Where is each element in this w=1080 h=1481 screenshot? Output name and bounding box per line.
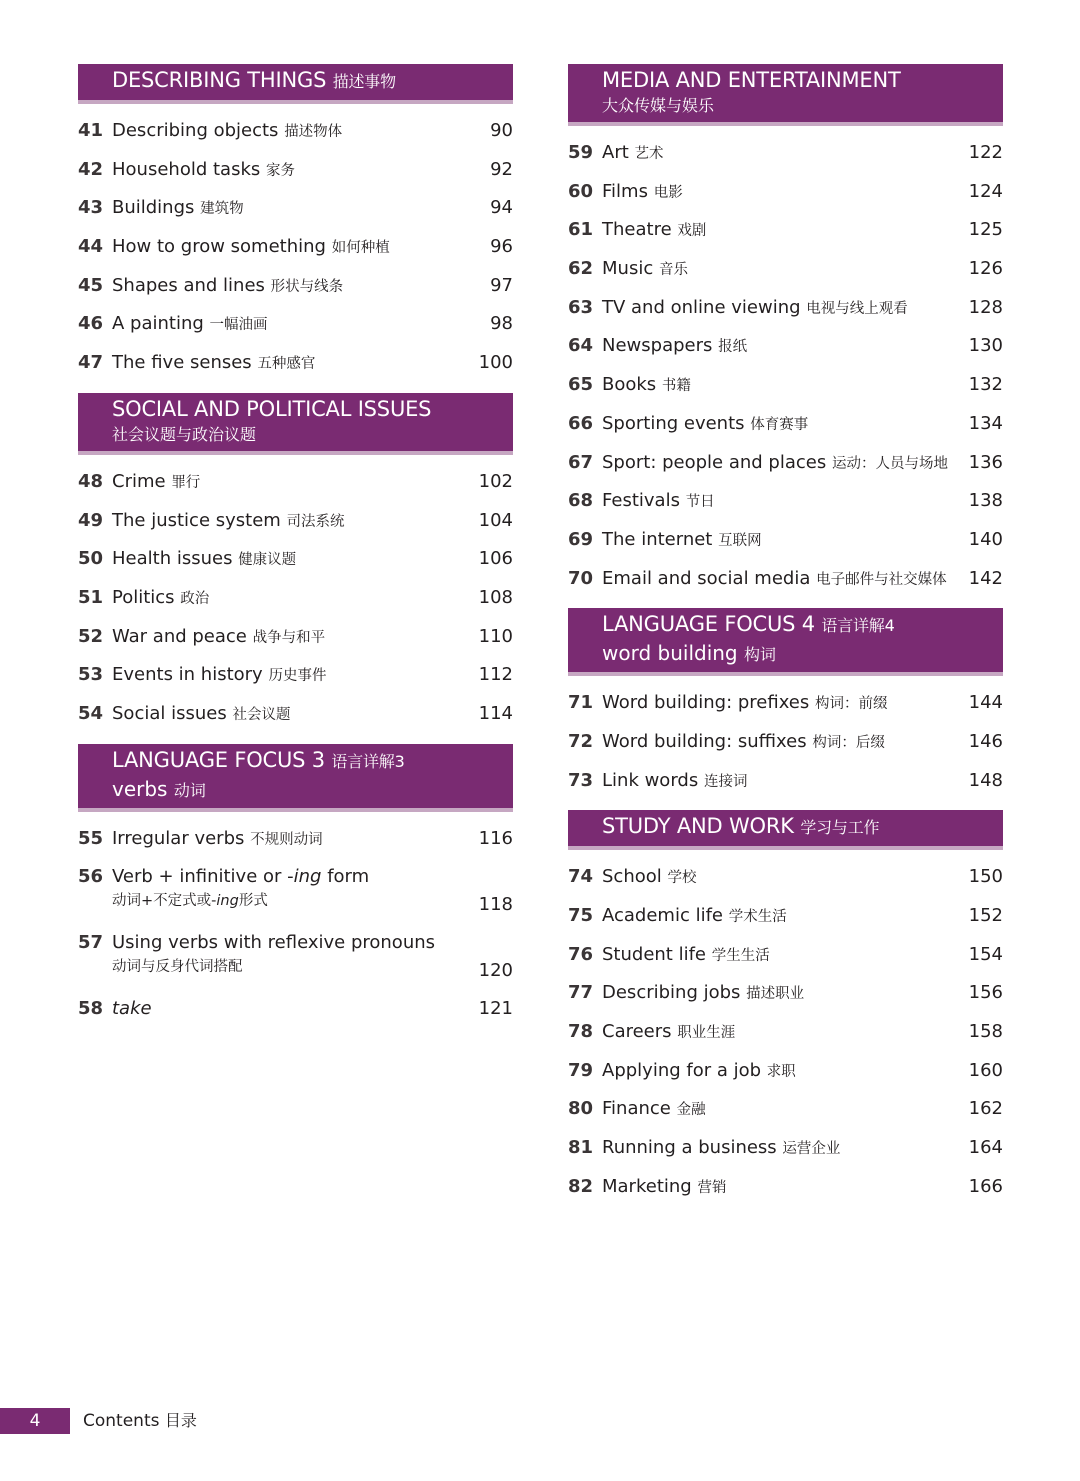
toc-entry[interactable]: [568, 366, 1003, 405]
toc-entry[interactable]: [568, 250, 1003, 289]
unit-title: Theatre: [602, 219, 672, 241]
unit-title: Art: [602, 142, 629, 163]
unit-number: 52: [78, 625, 104, 647]
section-entries: [78, 812, 513, 1039]
unit-title-cn: 报纸: [718, 339, 748, 356]
section-title-cn: 描述事物: [332, 72, 396, 91]
toc-entry[interactable]: [78, 344, 513, 383]
page-number: 166: [968, 1175, 1003, 1197]
toc-entry[interactable]: [568, 1129, 1003, 1168]
footer-label: [83, 1408, 197, 1434]
unit-title-cn: 构词：前缀: [815, 696, 888, 713]
unit-title: Health issues: [112, 548, 233, 570]
unit-title: Festivals: [602, 490, 680, 512]
toc-entry[interactable]: [78, 858, 513, 924]
unit-number: 67: [568, 451, 594, 473]
unit-title-cn: 社会议题: [232, 706, 291, 723]
unit-title-cn: 戏剧: [677, 223, 707, 240]
section-title-cn: 大众传媒与娱乐: [602, 96, 715, 115]
unit-title-cn: 描述职业: [746, 986, 805, 1003]
section-entries: [568, 676, 1003, 810]
page-number: 102: [478, 470, 513, 492]
unit-number: 51: [78, 586, 104, 608]
unit-title-cn: 求职: [766, 1063, 796, 1080]
page-number: 126: [968, 258, 1003, 280]
unit-number: 49: [78, 509, 104, 531]
page-number: 110: [478, 625, 513, 647]
unit-title-cn: 互联网: [718, 532, 762, 549]
unit-number: 63: [568, 296, 594, 318]
unit-title-cn: 描述物体: [284, 124, 343, 140]
toc-entry[interactable]: [568, 521, 1003, 560]
unit-title-cn: 学校: [667, 870, 697, 887]
unit-title-cn: 营销: [697, 1179, 727, 1196]
unit-title: School: [602, 866, 662, 888]
unit-number: 44: [78, 236, 104, 258]
unit-title: Crime: [112, 470, 166, 492]
unit-number: 41: [78, 120, 104, 141]
section-title-cn: 学习与工作: [800, 818, 880, 838]
unit-number: 74: [568, 866, 594, 888]
page-number: 154: [968, 943, 1003, 965]
unit-title-cn: 五种感官: [257, 356, 316, 373]
section-header-describing-things: [78, 64, 513, 104]
toc-entry[interactable]: [568, 211, 1003, 250]
unit-number: 55: [78, 827, 104, 849]
unit-title: Sporting events: [602, 412, 745, 434]
unit-title-cn: 动词与反身代词搭配: [112, 959, 243, 976]
page-number: 160: [968, 1059, 1003, 1081]
toc-entry[interactable]: [568, 1052, 1003, 1091]
page-number: 104: [478, 509, 513, 531]
page-number: 150: [968, 866, 1003, 888]
unit-number: 69: [568, 528, 594, 550]
unit-title: Books: [602, 374, 657, 396]
unit-title-cn: 学生生活: [711, 947, 770, 964]
toc-entry[interactable]: [78, 540, 513, 579]
unit-number: 68: [568, 490, 594, 512]
toc-entry[interactable]: [568, 1168, 1003, 1207]
page-number: 152: [968, 905, 1003, 926]
unit-title: Marketing: [602, 1175, 692, 1197]
unit-title: The justice system: [112, 509, 281, 531]
section-title: SOCIAL AND POLITICAL ISSUES: [112, 396, 432, 421]
unit-title-cn: 政治: [180, 590, 210, 607]
page-number: 112: [478, 664, 513, 686]
page-number: 90: [490, 120, 513, 141]
unit-number: 71: [568, 692, 594, 714]
page-number: 158: [968, 1021, 1003, 1043]
footer-page-number: 4: [0, 1408, 70, 1434]
toc-left-column: [78, 64, 513, 1039]
unit-title: Running a business: [602, 1137, 777, 1159]
section-header-social-political-issues: [78, 393, 513, 455]
unit-title: Social issues: [112, 702, 227, 724]
toc-entry[interactable]: [568, 134, 1003, 173]
toc-right-column: [568, 64, 1003, 1217]
unit-title: Household tasks: [112, 158, 261, 180]
unit-title: Word building: suffixes: [602, 730, 807, 752]
toc-entry[interactable]: [78, 990, 513, 1029]
page-number: 114: [478, 702, 513, 724]
toc-entry[interactable]: [568, 173, 1003, 212]
toc-entry[interactable]: [568, 723, 1003, 762]
toc-entry[interactable]: [568, 762, 1003, 801]
page-number: 162: [968, 1098, 1003, 1120]
unit-title: Films: [602, 180, 648, 202]
toc-entry[interactable]: [78, 463, 513, 502]
unit-number: 43: [78, 197, 104, 219]
toc-entry[interactable]: [78, 695, 513, 734]
page-number: 116: [478, 827, 513, 849]
unit-number: 47: [78, 352, 104, 374]
page-number: 120: [478, 960, 513, 982]
page-number: 100: [478, 352, 513, 374]
unit-number: 56: [78, 866, 104, 888]
page-number: 92: [490, 158, 513, 180]
unit-title: Careers: [602, 1021, 672, 1043]
unit-number: 65: [568, 374, 594, 396]
page-number: 164: [968, 1137, 1003, 1159]
unit-title: Academic life: [602, 905, 723, 926]
unit-title: Finance: [602, 1098, 671, 1120]
toc-entry[interactable]: [78, 305, 513, 344]
unit-title: Applying for a job: [602, 1059, 762, 1081]
toc-entry[interactable]: [78, 656, 513, 695]
unit-number: 78: [568, 1021, 594, 1043]
page-number: 138: [968, 490, 1003, 512]
section-title-cn: 语言详解4: [821, 616, 895, 636]
unit-number: 54: [78, 702, 104, 724]
unit-title: Email and social media: [602, 567, 811, 589]
unit-number: 80: [568, 1098, 594, 1120]
page-number: 128: [968, 296, 1003, 318]
toc-entry[interactable]: [78, 189, 513, 228]
section-entries: [568, 126, 1003, 608]
unit-title-cn: 电影: [653, 184, 683, 201]
page-number: 96: [490, 236, 513, 258]
toc-entry[interactable]: [78, 502, 513, 541]
unit-number: 81: [568, 1137, 594, 1159]
toc-entry[interactable]: [78, 151, 513, 190]
unit-title: Sport: people and places: [602, 451, 827, 473]
toc-entry[interactable]: [568, 974, 1003, 1013]
page-number: 124: [968, 180, 1003, 202]
section-title-cn: 语言详解3: [331, 751, 405, 771]
unit-title: Describing objects: [112, 120, 279, 141]
section-entries: [78, 455, 513, 744]
unit-title-cn: 历史事件: [268, 668, 327, 685]
unit-title: The five senses: [112, 352, 252, 374]
toc-entry[interactable]: [78, 618, 513, 657]
unit-title-cn: 节日: [685, 494, 715, 511]
unit-title: take: [112, 998, 152, 1020]
page-number: 98: [490, 313, 513, 335]
page-number: 106: [478, 548, 513, 570]
section-title: DESCRIBING THINGS: [112, 68, 327, 92]
unit-title-cn: 电子邮件与社交媒体: [816, 571, 947, 588]
toc-entry[interactable]: [78, 579, 513, 618]
page-number: 146: [968, 730, 1003, 752]
unit-number: 70: [568, 567, 594, 589]
unit-number: 62: [568, 258, 594, 280]
unit-number: 77: [568, 982, 594, 1004]
unit-title-cn: 电视与线上观看: [806, 300, 908, 317]
unit-number: 57: [78, 932, 104, 954]
toc-entry[interactable]: [568, 482, 1003, 521]
section-subtitle: verbs: [112, 776, 168, 801]
unit-title-cn: 健康议题: [238, 552, 297, 569]
unit-title: Politics: [112, 586, 175, 608]
page-number: 132: [968, 374, 1003, 396]
unit-number: 73: [568, 769, 594, 791]
unit-number: 64: [568, 335, 594, 357]
toc-entry[interactable]: [568, 560, 1003, 599]
unit-title: TV and online viewing: [602, 296, 801, 318]
section-title: LANGUAGE FOCUS 3: [112, 747, 325, 772]
toc-entry[interactable]: [568, 327, 1003, 366]
page-number: 148: [968, 769, 1003, 791]
unit-number: 66: [568, 412, 594, 434]
unit-title: Irregular verbs: [112, 827, 245, 849]
unit-number: 50: [78, 548, 104, 570]
unit-title: Music: [602, 258, 654, 280]
section-subtitle-cn: 动词: [173, 780, 206, 800]
unit-title: Shapes and lines: [112, 274, 265, 296]
unit-title-cn: 学术生活: [728, 909, 787, 925]
unit-title: How to grow something: [112, 236, 326, 258]
footer-label-en: Contents: [83, 1411, 160, 1431]
unit-title: Word building: prefixes: [602, 692, 810, 714]
unit-number: 45: [78, 274, 104, 296]
section-subtitle-cn: 构词: [743, 645, 776, 665]
unit-title: War and peace: [112, 625, 247, 647]
toc-entry[interactable]: [568, 444, 1003, 483]
unit-number: 60: [568, 180, 594, 202]
page-number: 144: [968, 692, 1003, 714]
unit-title-cn: 战争与和平: [252, 629, 326, 646]
toc-entry[interactable]: [568, 1013, 1003, 1052]
page-number: 134: [968, 412, 1003, 434]
unit-title-cn: 罪行: [171, 474, 201, 491]
unit-title-cn: 职业生涯: [677, 1025, 736, 1042]
toc-entry[interactable]: [568, 684, 1003, 723]
page-number: 94: [490, 197, 513, 219]
page-number: 118: [478, 894, 513, 916]
section-title: LANGUAGE FOCUS 4: [602, 612, 815, 637]
unit-title: Link words: [602, 769, 699, 791]
page-number: 121: [478, 998, 513, 1020]
toc-entry[interactable]: [568, 936, 1003, 975]
toc-entry[interactable]: [78, 820, 513, 859]
unit-number: 48: [78, 470, 104, 492]
unit-title-cn: 如何种植: [331, 240, 390, 257]
unit-title-cn: 艺术: [634, 146, 664, 162]
unit-title-cn: 书籍: [661, 378, 691, 395]
unit-title-cn: 一幅油画: [209, 317, 268, 334]
page-number: 136: [968, 451, 1003, 473]
toc-entry[interactable]: [78, 924, 513, 990]
footer-label-cn: 目录: [164, 1411, 197, 1430]
unit-number: 75: [568, 905, 594, 926]
toc-entry[interactable]: [568, 897, 1003, 936]
unit-number: 79: [568, 1059, 594, 1081]
unit-title: Using verbs with reflexive pronouns: [112, 932, 436, 954]
section-header-language-focus-4: [568, 608, 1003, 676]
toc-entry[interactable]: [568, 1090, 1003, 1129]
unit-title-cn: 形状与线条: [270, 278, 344, 295]
page-number: 97: [490, 274, 513, 296]
page-number: 140: [968, 528, 1003, 550]
unit-title: The internet: [602, 528, 713, 550]
unit-title-cn: 动词+不定式或-ing形式: [112, 893, 268, 910]
unit-number: 42: [78, 158, 104, 180]
toc-entry[interactable]: [568, 289, 1003, 328]
page-footer: [0, 1408, 1080, 1434]
section-header-language-focus-3: [78, 744, 513, 812]
section-title-cn: 社会议题与政治议题: [112, 424, 257, 444]
unit-number: 72: [568, 730, 594, 752]
unit-title: Buildings: [112, 197, 195, 219]
unit-number: 59: [568, 142, 594, 163]
section-entries: [78, 104, 513, 393]
section-entries: [568, 850, 1003, 1216]
page-number: 122: [968, 142, 1003, 163]
unit-number: 58: [78, 998, 104, 1020]
page-number: 156: [968, 982, 1003, 1004]
toc-entry[interactable]: [78, 112, 513, 151]
unit-title-cn: 不规则动词: [250, 831, 323, 848]
unit-title-cn: 音乐: [658, 262, 688, 279]
page-number: 142: [968, 567, 1003, 589]
unit-title-cn: 体育赛事: [750, 416, 809, 433]
page-number: 125: [968, 219, 1003, 241]
toc-entry[interactable]: [568, 858, 1003, 897]
unit-title: A painting: [112, 313, 204, 335]
unit-number: 76: [568, 943, 594, 965]
unit-title: Newspapers: [602, 335, 713, 357]
unit-number: 53: [78, 664, 104, 686]
unit-title-cn: 家务: [265, 162, 295, 179]
unit-title-cn: 建筑物: [200, 201, 244, 218]
page-number: 130: [968, 335, 1003, 357]
unit-title-cn: 运营企业: [782, 1141, 841, 1158]
section-header-media-entertainment: [568, 64, 1003, 126]
unit-title: Student life: [602, 943, 706, 965]
unit-title-cn: 金融: [676, 1102, 706, 1119]
unit-title: Verb + infinitive or -ing form: [112, 866, 370, 888]
unit-title-cn: 运动：人员与场地: [831, 455, 948, 472]
toc-entry[interactable]: [78, 267, 513, 306]
unit-number: 46: [78, 313, 104, 335]
toc-entry[interactable]: [568, 405, 1003, 444]
unit-title-cn: 构词：后缀: [812, 734, 885, 751]
unit-number: 82: [568, 1175, 594, 1197]
section-title: STUDY AND WORK: [602, 814, 794, 839]
unit-title-cn: 司法系统: [286, 513, 345, 530]
unit-number: 61: [568, 219, 594, 241]
unit-title: Events in history: [112, 664, 263, 686]
unit-title: Describing jobs: [602, 982, 741, 1004]
unit-title-cn: 连接词: [703, 773, 748, 790]
section-header-study-work: [568, 810, 1003, 850]
section-title: MEDIA AND ENTERTAINMENT: [602, 68, 901, 92]
section-subtitle: word building: [602, 641, 738, 666]
toc-entry[interactable]: [78, 228, 513, 267]
page-number: 108: [478, 586, 513, 608]
